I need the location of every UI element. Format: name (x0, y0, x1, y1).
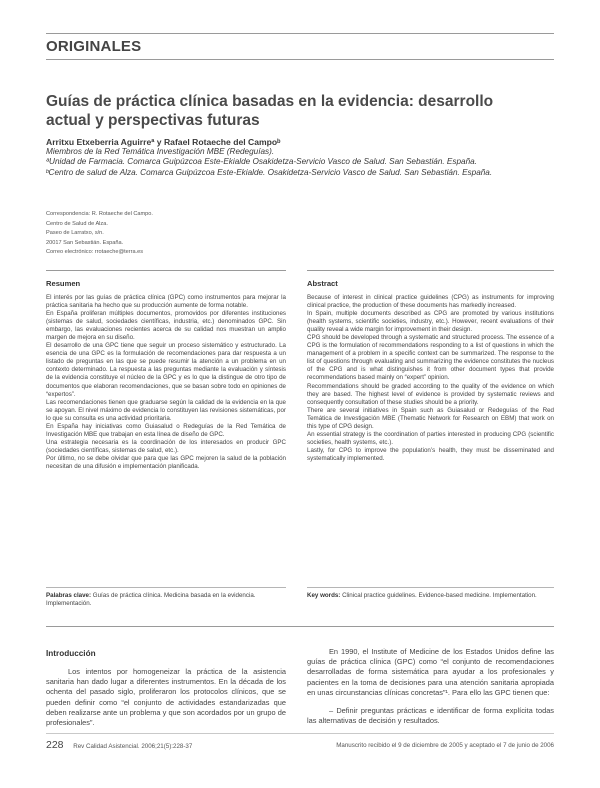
resumen-keywords (46, 592, 286, 608)
abstract-paragraph: Lastly, for CPG to improve the population’s health, they must be disseminated and systematically implemented. (307, 446, 554, 462)
correspondence-line: Correspondencia: R. Rotaeche del Campo. (46, 211, 153, 217)
journal-citation: Rev Calidad Asistencial. 2006;21(5):228-37 (73, 743, 193, 750)
author-names: Arritxu Etxeberria Aguirreª y Rafael Rotaeche del Campoᵇ (46, 137, 281, 147)
keywords-text: Guías de práctica clínica. Medicina basada en la evidencia. Implementación. (46, 592, 256, 608)
page-footer (46, 739, 554, 751)
correspondence-block (46, 210, 346, 258)
abstract-paragraph: In Spain, multiple documents described as CPG are promoted by various institutions (health systems, scientific societies, industry, etc.). However, recent evaluations of their quality reveal a wide margin for improvement in their design. (307, 310, 554, 334)
page-number: 228 (46, 739, 64, 751)
resumen-paragraph: En España proliferan múltiples documentos, promovidos por diferentes instituciones (sistemas de salud, sociedades científicas, industria, etc.) denominados GPC. Sin embargo, las evaluaciones recientes acerca de su calidad nos muestran un amplio margen de mejora en su diseño. (46, 310, 286, 342)
resumen-heading: Resumen (46, 279, 81, 288)
resumen-kw-rule (46, 587, 286, 588)
intro-left-body (46, 667, 286, 728)
keywords-label: Key words: (307, 592, 341, 599)
resumen-paragraph: El interés por las guías de práctica clínica (GPC) como instrumentos para mejorar la práctica sanitaria ha hecho que su producción aumente de forma notable. (46, 294, 286, 310)
intro-paragraph: En 1990, el Institute of Medicine de los Estados Unidos define las guías de práctica clínica (GPC) como “el conjunto de recomendaciones desarrolladas de forma sistemática para ayudar a los profesionales y pacientes en la toma de decisiones para una atención sanitaria apropiada en unas circunstancias clínicas concretas”¹. Para ello las GPC tienen que: (307, 647, 554, 697)
resumen-paragraph: Las recomendaciones tienen que graduarse según la calidad de la evidencia en la que se apoyan. El nivel máximo de evidencia lo constituyen las revisiones sistemáticas, por lo que su consulta es una actividad prioritaria. (46, 398, 286, 422)
resumen-box (46, 279, 286, 471)
abstract-paragraph: An essential strategy is the coordination of parties interested in producing CPG (scientific societies, health systems, etc.). (307, 430, 554, 446)
affiliation-1: Miembros de la Red Temática Investigación MBE (Redeguías). (46, 147, 275, 157)
resumen-paragraph: Por último, no se debe olvidar que para que las GPC mejoren la salud de la población necesitan de una difusión e implementación planificada. (46, 454, 286, 470)
abstract-bottom-rule (46, 626, 554, 627)
affiliation-3: ᵇCentro de salud de Alza. Comarca Guipúzcoa Este-Ekialde. Osakidetza-Servicio Vasco de Salud. San Sebastián. España. (46, 167, 493, 177)
received-note: Manuscrito recibido el 9 de diciembre de 2005 y aceptado el 7 de junio de 2006 (336, 742, 554, 749)
section-label: ORIGINALES (46, 38, 142, 55)
resumen-paragraph: Una estrategia necesaria es la coordinación de los interesados en producir GPC (sociedades científicas, sistemas de salud, etc.). (46, 438, 286, 454)
abstract-keywords (307, 592, 554, 600)
abstract-heading: Abstract (307, 279, 338, 288)
section-rule (46, 59, 554, 60)
abstract-paragraph: Because of interest in clinical practice guidelines (CPG) as instruments for improving clinical practice, the production of these documents has markedly increased. (307, 294, 554, 310)
author-block (46, 137, 546, 178)
abstract-paragraph: Recommendations should be graded according to the quality of the evidence on which they are based. The highest level of evidence is provided by systematic reviews and consequently consultation of these studies should be a priority. (307, 382, 554, 406)
intro-list-item: – Definir preguntas prácticas e identificar de forma explícita todas las alternativas de decisión y resultados. (307, 706, 554, 726)
intro-right-column (307, 647, 554, 726)
keywords-text: Clinical practice guidelines. Evidence-based medicine. Implementation. (342, 592, 537, 599)
abstract-paragraph: CPG should be developed through a systematic and structured process. The essence of a CPG is the formulation of recommendations responding to a list of questions in which the management of a problem in a specific context can be summarized. The response to the list of questions through evaluating and summarizing the evidence constitutes the nucleus of the CPG and is what distinguishes it from other document types that provide recommendations based mainly on “expert” opinion. (307, 334, 554, 382)
correspondence-line: Paseo de Larratxo, s/n. (46, 230, 104, 237)
correspondence-line: 20017 San Sebastián. España. (46, 239, 124, 246)
intro-left-column (46, 649, 286, 728)
abstract-kw-rule (307, 587, 554, 588)
keywords-label: Palabras clave: (46, 592, 92, 599)
intro-heading: Introducción (46, 649, 96, 658)
article-title: Guías de práctica clínica basadas en la evidencia: desarrollo actual y perspectivas futuras (46, 93, 494, 129)
correspondence-email: Correo electrónico: rrotaeche@terra.es (46, 249, 144, 256)
top-rule (46, 33, 554, 34)
abstract-paragraph: There are several initiatives in Spain such as Guiasalud or Redeguías of the Red Temática de Investigación MBE (Thematic Network for Research on EBM) that work on this type of CPG design. (307, 406, 554, 430)
abstract-top-rule (307, 270, 554, 271)
correspondence-line: Centro de Salud de Alza. (46, 220, 108, 227)
affiliation-2: ªUnidad de Farmacia. Comarca Guipúzcoa Este-Ekialde Osakidetza-Servicio Vasco de Salud. San Sebastián. España. (46, 157, 477, 167)
resumen-body (46, 294, 286, 471)
resumen-paragraph: En España hay iniciativas como Guiasalud o Redeguías de la Red Temática de Investigación MBE que trabajan en esta línea de diseño de GPC. (46, 422, 286, 438)
intro-paragraph: Los intentos por homogeneizar la práctica de la asistencia sanitaria han dado lugar a diferentes instrumentos. En la década de los ochenta del pasado siglo, proliferaron los protocolos clínicos, que se pueden definir como “el conjunto de actividades estandarizadas que deben realizarse ante un problema y que son acordados por un grupo de profesionales”. (46, 667, 286, 728)
footer-rule (46, 733, 554, 734)
resumen-top-rule (46, 270, 286, 271)
intro-right-body (307, 647, 554, 726)
resumen-paragraph: El desarrollo de una GPC tiene que seguir un proceso sistemático y estructurado. La esencia de una GPC es la formulación de recomendaciones para dar respuesta a un listado de preguntas en las que se puede resumir la atención a un problema en un contexto determinado. La respuesta a las preguntas mediante la evaluación y síntesis de la evidencia constituye el núcleo de la GPC y es lo que la distingue de otro tipo de documentos que elaboran recomendaciones, que se basan sobre todo en opiniones de “expertos”. (46, 342, 286, 398)
abstract-body (307, 294, 554, 463)
abstract-box (307, 279, 554, 463)
